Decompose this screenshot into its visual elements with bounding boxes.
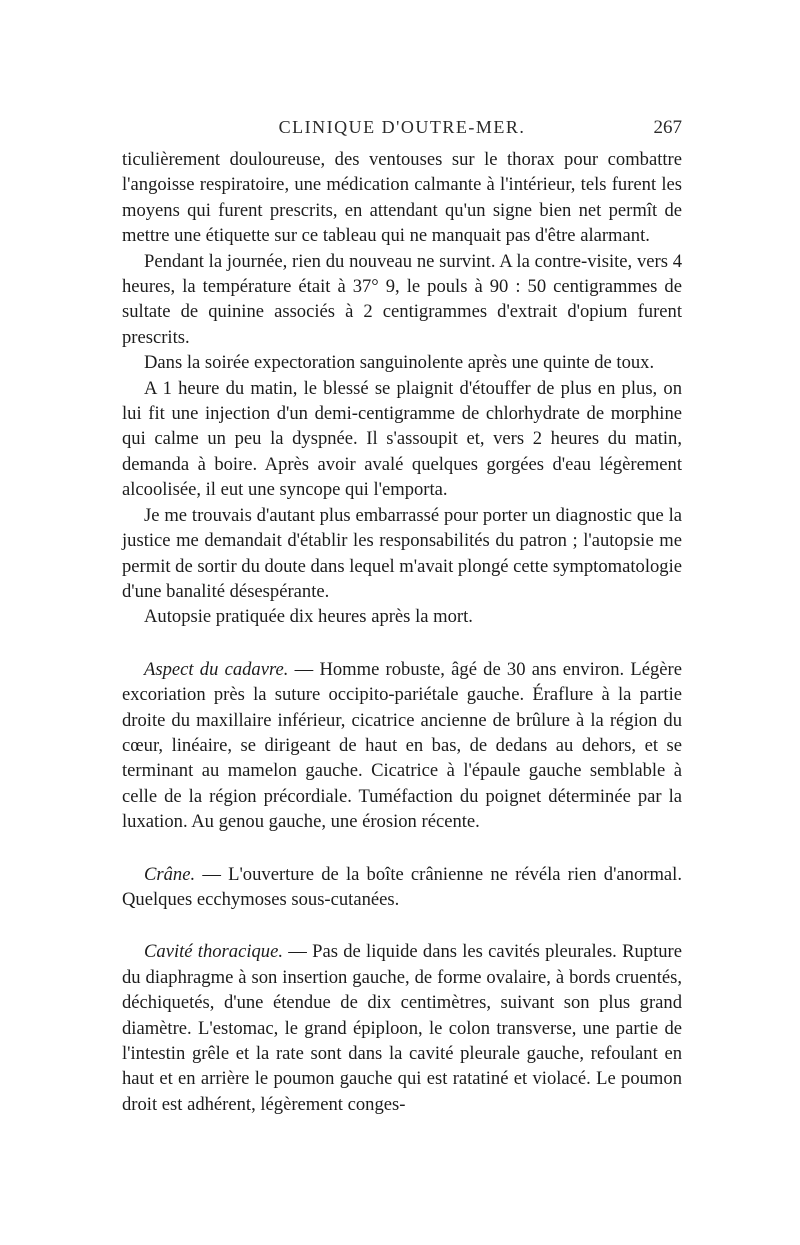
- paragraph: Dans la soirée expectoration sanguinolente après une quinte de toux.: [144, 352, 655, 374]
- section-text: — Pas de liquide dans les cavités pleurales. Rupture du diaphragme à son insertion gauche, de forme ovalaire, à bords cruentés, déchiquetés, d'une étendue de dix centimètres, suivant son plus grand diamètre. L'estomac, le grand épiploon, le colon transverse, une partie de l'intestin grêle et la rate sont dans la cavité pleurale gauche, refoulant en haut et en arrière le poumon gauche qui est ratatiné et violacé. Le poumon droit est adhérent, légèrement conges-: [122, 941, 682, 1115]
- section-crane: [122, 862, 682, 913]
- section-label: Aspect du cadavre.: [144, 658, 289, 680]
- paragraph: A 1 heure du matin, le blessé se plaignit d'étouffer de plus en plus, on lui fit une injection d'un demi-centigramme de chlorhydrate de morphine qui calme un peu la dyspnée. Il s'assoupit et, vers 2 heures du matin, demanda à boire. Après avoir avalé quelques gorgées d'eau légèrement alcoolisée, il eut une syncope qui l'emporta.: [122, 377, 682, 501]
- section-aspect-du-cadavre: [122, 657, 682, 835]
- section-text: — Homme robuste, âgé de 30 ans environ. Légère excoriation près la suture occipito-pariétale gauche. Éraflure à la partie droite du maxillaire inférieur, cicatrice ancienne de brûlure à la région du cœur, linéaire, se dirigeant de haut en bas, de dedans au dehors, et se terminant au mamelon gauche. Cicatrice à l'épaule gauche semblable à celle de la région précordiale. Tuméfaction du poignet déterminée par la luxation. Au genou gauche, une érosion récente.: [122, 658, 682, 833]
- section-text: — L'ouverture de la boîte crânienne ne révéla rien d'anormal. Quelques ecchymoses sous-cutanées.: [122, 863, 682, 910]
- page-header: [122, 117, 682, 141]
- paragraph: Pendant la journée, rien du nouveau ne survint. A la contre-visite, vers 4 heures, la température était à 37° 9, le pouls à 90 : 50 centigrammes de sultate de quinine associés à 2 centigrammes d'extrait d'opium furent prescrits.: [122, 250, 682, 348]
- section-cavite-thoracique: [122, 939, 682, 1117]
- section-label: Crâne.: [144, 863, 196, 885]
- section-label: Cavité thoracique.: [144, 941, 284, 963]
- running-head: CLINIQUE D'OUTRE-MER.: [278, 117, 526, 137]
- paragraph-continuation: ticulièrement douloureuse, des ventouses sur le thorax pour combattre l'angoisse respiratoire, une médication calmante à l'intérieur, tels furent les moyens qui furent prescrits, en attendant qu'un signe bien net permît de mettre une étiquette sur ce tableau qui ne manquait pas d'être alarmant.: [122, 149, 682, 247]
- paragraph: Je me trouvais d'autant plus embarrassé pour porter un diagnostic que la justice me demandait d'établir les responsabilités du patron ; l'autopsie me permit de sortir du doute dans lequel m'avait plongé cette symptomatologie d'une banalité désespérante.: [122, 504, 682, 602]
- page-number: 267: [653, 117, 682, 138]
- body-text: [122, 147, 682, 1117]
- paragraph: Autopsie pratiquée dix heures après la mort.: [144, 606, 473, 628]
